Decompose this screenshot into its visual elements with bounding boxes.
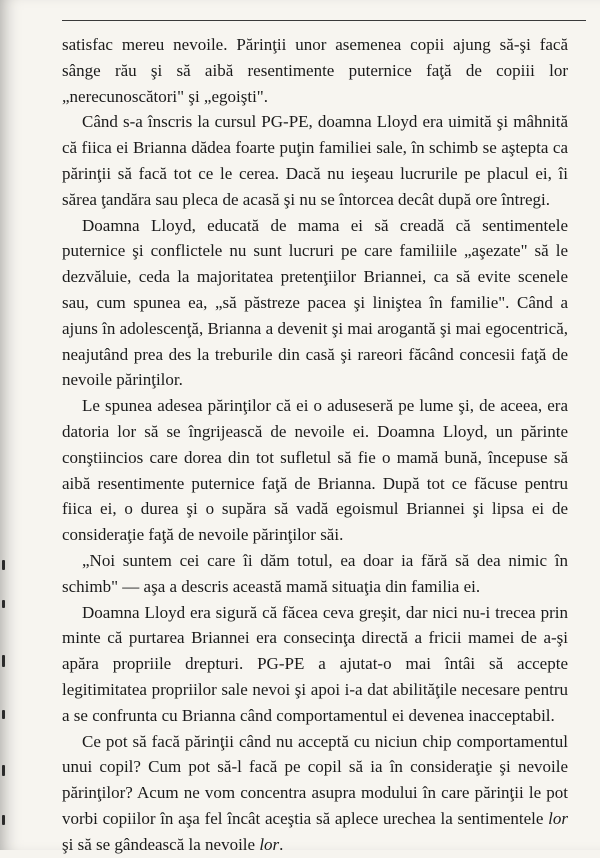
page-body-text [62, 32, 568, 858]
paragraph-3: Doamna Lloyd, educată de mama ei să creadă că sentimentele puternice şi conflictele nu sunt lucruri pe care familiile „aşezate" să le dezvăluie, ceda la majoritatea pretenţiilor Briannei, ca să evite scenele sau, cum spunea ea, „să păstreze pacea şi liniştea în familie". Când a ajuns în adolescenţă, Brianna a devenit şi mai arogantă şi mai egocentrică, neajutând prea des la treburile din casă şi rareori făcând concesii faţă de nevoile părinţilor. [62, 215, 568, 390]
header-rule [62, 20, 586, 21]
paragraph-6: Doamna Lloyd era sigură că făcea ceva greşit, dar nici nu-i trecea prin minte că purtarea Briannei era consecinţa directă a fricii mamei de a-şi apăra propriile drepturi. PG-PE a ajutat-o mai întâi să accepte legitimitatea propriilor sale nevoi şi apoi i-a dat abilităţile necesare pentru a se confrunta cu Brianna când comportamentul ei devenea inacceptabil. [62, 602, 568, 725]
paragraph-7 [62, 729, 568, 858]
paragraph-4: Le spunea adesea părinţilor că ei o aduseseră pe lume şi, de aceea, era datoria lor să se îngrijească de nevoile ei. Doamna Lloyd, un părinte conştiincios care dorea din tot sufletul să fie o mamă bună, începuse să aibă resentimente puternice faţă de Brianna. După tot ce făcuse pentru fiica ei, o durea şi o supăra să vadă egoismul Briannei şi lipsa ei de consideraţie faţă de nevoile părinţilor săi. [62, 396, 568, 545]
paragraph-7-text-c: . [279, 834, 284, 854]
paragraph-7-text-a: Ce pot să facă părinţii când nu acceptă cu niciun chip comportamentul unui copil? Cum pot să-l facă pe copil să ia în consideraţie şi nevoile părinţilor? Acum ne vom concentra asupra modului în care părinţii le pot vorbi copiilor în aşa fel încât aceştia să aplece urechea la sentimentele [62, 731, 568, 828]
page-edge-marks [2, 560, 10, 840]
paragraph-5: „Noi suntem cei care îi dăm totul, ea doar ia fără să dea nimic în schimb" — aşa a descris această mamă situaţia din familia ei. [62, 550, 568, 596]
paragraph-7-text-b: şi să se gândească la nevoile [62, 834, 260, 854]
emphasis-lor-1: lor [548, 808, 568, 828]
paragraph-2: Când s-a înscris la cursul PG-PE, doamna Lloyd era uimită şi mâhnită că fiica ei Brianna dădea foarte puţin familiei sale, în schimb se aştepta ca părinţii să facă tot ce le cerea. Dacă nu ieşeau lucrurile pe placul ei, îi sărea ţandăra sau pleca de acasă şi nu se întorcea decât după ore întregi. [62, 112, 568, 209]
emphasis-lor-2: lor [259, 834, 280, 854]
paragraph-1: satisfac mereu nevoile. Părinţii unor asemenea copii ajung să-şi facă sânge rău şi să aibă resentimente puternice faţă de copiii lor „nerecunoscători" şi „egoişti". [62, 35, 568, 106]
